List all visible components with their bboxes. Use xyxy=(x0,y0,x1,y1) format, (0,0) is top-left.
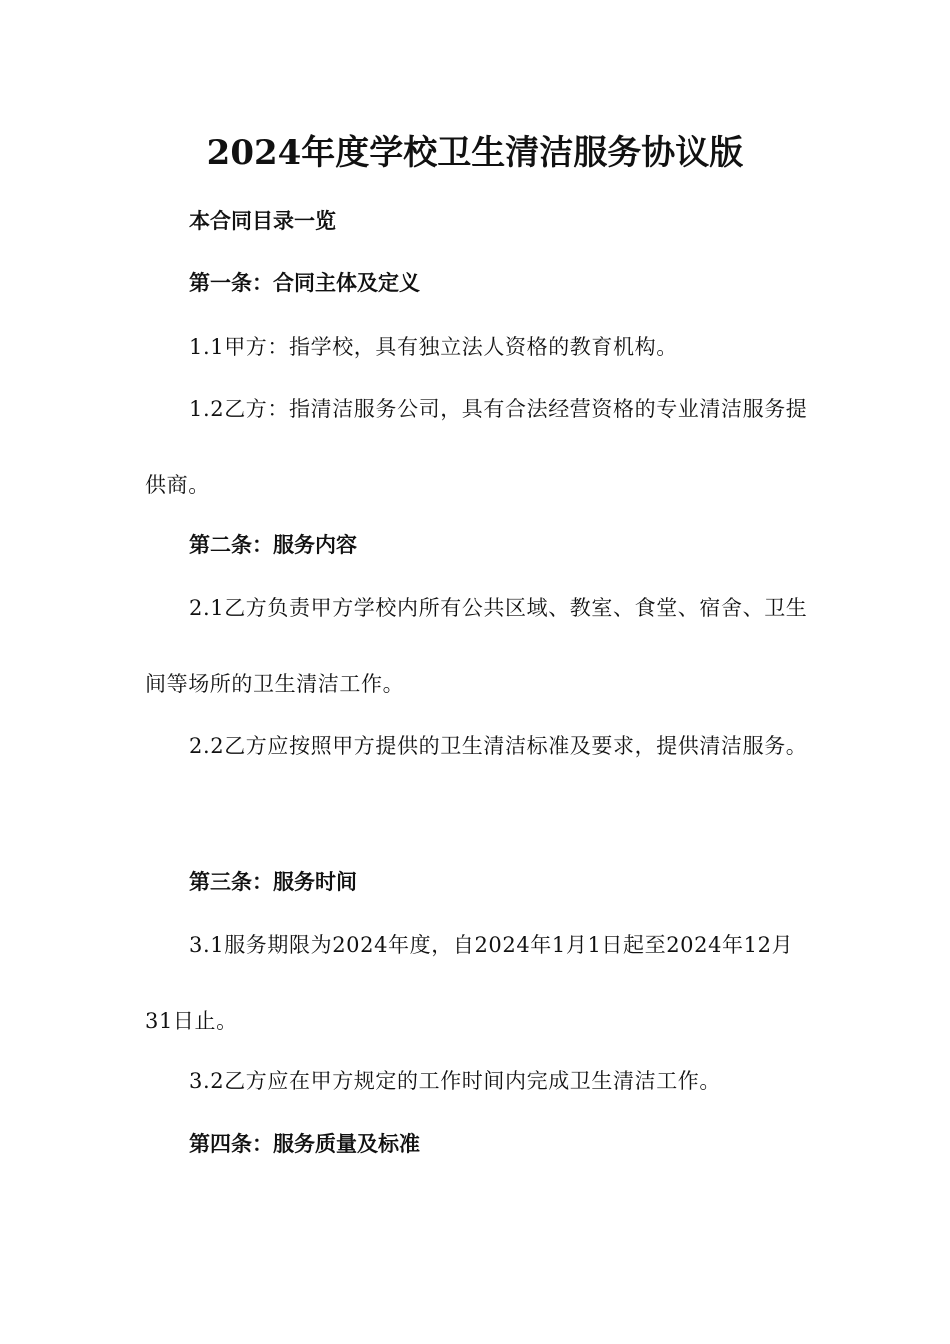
section-2-paragraph-2: 2.2乙方应按照甲方提供的卫生清洁标准及要求，提供清洁服务。 xyxy=(189,734,808,758)
section-3-heading: 第三条：服务时间 xyxy=(189,870,357,894)
section-1-paragraph-1: 1.1甲方：指学校，具有独立法人资格的教育机构。 xyxy=(189,335,678,359)
section-3-paragraph-2: 3.2乙方应在甲方规定的工作时间内完成卫生清洁工作。 xyxy=(189,1069,721,1093)
section-1-paragraph-2: 1.2乙方：指清洁服务公司，具有合法经营资格的专业清洁服务提供商。 xyxy=(145,397,808,497)
toc-heading: 本合同目录一览 xyxy=(189,209,336,233)
section-1-heading: 第一条：合同主体及定义 xyxy=(189,271,420,295)
section-2-paragraph-1: 2.1乙方负责甲方学校内所有公共区域、教室、食堂、宿舍、卫生间等场所的卫生清洁工作。 xyxy=(145,596,808,696)
section-4-heading: 第四条：服务质量及标准 xyxy=(189,1132,420,1156)
section-2-heading: 第二条：服务内容 xyxy=(189,533,357,557)
section-3-paragraph-1: 3.1服务期限为2024年度，自2024年1月1日起至2024年12月31日止。 xyxy=(145,933,794,1033)
document-title: 2024年度学校卫生清洁服务协议版 xyxy=(206,133,744,173)
